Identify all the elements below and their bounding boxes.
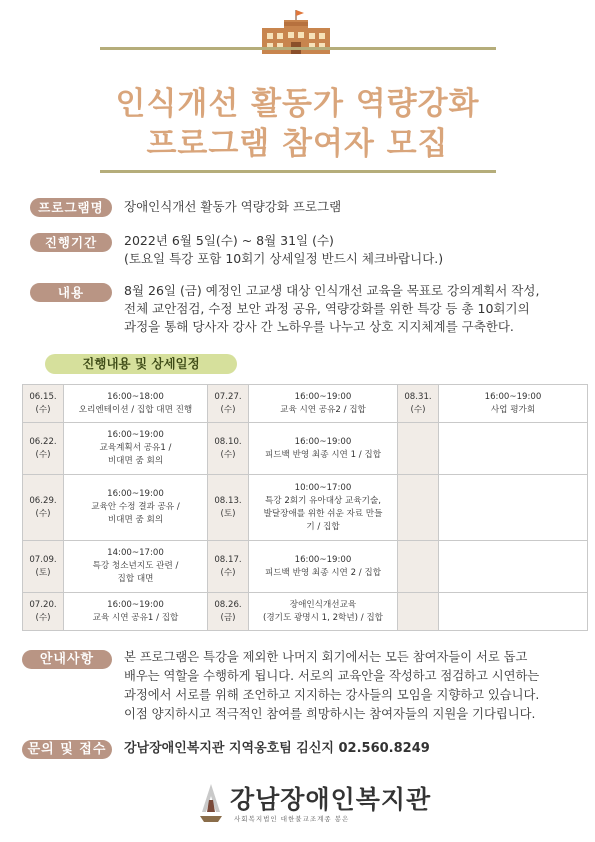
session-cell-empty — [439, 423, 588, 475]
header-rule-top — [100, 47, 496, 50]
date-cell: 07.20. (수) — [23, 593, 64, 631]
date-cell: 06.22. (수) — [23, 423, 64, 475]
session-cell: 10:00~17:00 특강 2회기 유아대상 교육기술, 발달장애를 위한 쉬운 자료 만들 기 / 집합 — [249, 475, 398, 541]
content-line: 8월 26일 (금) 예정인 고교생 대상 인식개선 교육을 목표로 강의계획서 작성, — [124, 283, 540, 298]
table-row — [23, 593, 588, 631]
date-cell: 08.10. (수) — [208, 423, 249, 475]
content-label: 내용 — [30, 283, 112, 302]
notice-line: 배우는 역할을 수행하게 됩니다. 서로의 교육안을 작성하고 점검하고 시연하는 — [124, 669, 540, 683]
notice-line: 본 프로그램은 특강을 제외한 나머지 회기에서는 모든 참여자들이 서로 돕고 — [124, 650, 528, 664]
session-cell: 16:00~18:00 오리엔테이션 / 집합 대면 진행 — [64, 385, 208, 423]
table-row — [23, 423, 588, 475]
date-cell-empty — [398, 593, 439, 631]
session-cell: 장애인식개선교육 (경기도 광명시 1, 2학년) / 집합 — [249, 593, 398, 631]
content-text — [124, 282, 539, 336]
header-rule-bottom — [100, 170, 496, 173]
table-row — [23, 541, 588, 593]
page-title-line1: 인식개선 활동가 역량강화 — [115, 86, 480, 122]
session-cell: 16:00~19:00 사업 평가회 — [439, 385, 588, 423]
schedule-label: 진행내용 및 상세일정 — [45, 354, 237, 374]
date-cell: 08.13. (토) — [208, 475, 249, 541]
notice-label: 안내사항 — [22, 650, 112, 669]
org-name: 강남장애인복지관 — [230, 785, 432, 814]
date-cell: 07.09. (토) — [23, 541, 64, 593]
session-cell: 16:00~19:00 교육 시연 공유2 / 집합 — [249, 385, 398, 423]
date-cell: 08.26. (금) — [208, 593, 249, 631]
period-note: (토요일 특강 포함 10회기 상세일정 반드시 체크바랍니다.) — [124, 251, 444, 266]
session-cell: 16:00~19:00 교육 시연 공유1 / 집합 — [64, 593, 208, 631]
session-cell: 16:00~19:00 피드백 반영 최종 시연 2 / 집합 — [249, 541, 398, 593]
session-cell: 16:00~19:00 교육계획서 공유1 / 비대면 줌 회의 — [64, 423, 208, 475]
period-label: 진행기간 — [30, 233, 112, 252]
table-row — [23, 385, 588, 423]
date-cell: 06.29. (수) — [23, 475, 64, 541]
session-cell: 14:00~17:00 특강 청소년지도 관련 / 집합 대면 — [64, 541, 208, 593]
date-cell-empty — [398, 423, 439, 475]
session-cell-empty — [439, 475, 588, 541]
date-cell: 07.27. (수) — [208, 385, 249, 423]
contact-label: 문의 및 접수 — [22, 740, 112, 759]
program-name-label: 프로그램명 — [30, 198, 112, 217]
date-cell: 08.31. (수) — [398, 385, 439, 423]
temple-icon — [196, 782, 226, 828]
notice-line: 과정에서 서로를 위해 조언하고 지지하는 강사들의 모임을 지향하고 있습니다. — [124, 688, 540, 702]
content-line: 전체 교안점검, 수정 보안 과정 공유, 역량강화를 위한 특강 등 총 10회기의 — [124, 301, 530, 316]
period-line: 2022년 6월 5일(수) ~ 8월 31일 (수) — [124, 233, 334, 248]
date-cell: 08.17. (수) — [208, 541, 249, 593]
session-cell-empty — [439, 593, 588, 631]
date-cell-empty — [398, 541, 439, 593]
notice-line: 이점 양지하시고 적극적인 참여를 희망하시는 참여자들의 지원을 기다립니다. — [124, 707, 536, 721]
session-cell-empty — [439, 541, 588, 593]
table-row — [23, 475, 588, 541]
page-title-line2: 프로그램 참여자 모집 — [146, 126, 449, 162]
content-line: 과정을 통해 당사자 강사 간 노하우를 나누고 상호 지지체계를 구축한다. — [124, 319, 514, 334]
schedule-table — [22, 384, 588, 631]
period-text — [124, 232, 443, 268]
date-cell-empty — [398, 475, 439, 541]
session-cell: 16:00~19:00 교육안 수정 결과 공유 / 비대면 줌 회의 — [64, 475, 208, 541]
notice-text — [124, 648, 539, 724]
org-tagline: 사회복지법인 대한불교조계종 봉은 — [234, 815, 350, 823]
contact-text: 강남장애인복지관 지역옹호팀 김신지 02.560.8249 — [124, 741, 430, 756]
date-cell: 06.15. (수) — [23, 385, 64, 423]
org-logo — [196, 778, 432, 830]
session-cell: 16:00~19:00 피드백 반영 최종 시연 1 / 집합 — [249, 423, 398, 475]
program-name-text: 장애인식개선 활동가 역량강화 프로그램 — [124, 199, 342, 214]
